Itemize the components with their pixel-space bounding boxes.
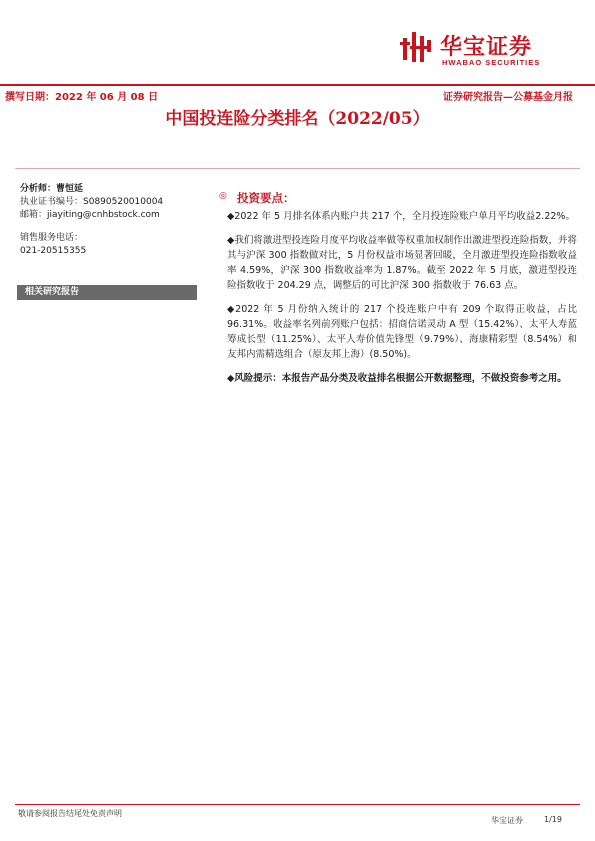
analyst-cert: 执业证书编号：S0890520010004: [20, 197, 164, 207]
header-divider: [0, 84, 595, 86]
analyst-name: 分析师：曹恒延: [20, 184, 84, 194]
company-logo: [400, 30, 570, 72]
sales-phone-label: 销售服务电话：: [20, 233, 84, 243]
footer-divider: [15, 804, 580, 805]
page-number: 1/19: [544, 815, 562, 824]
report-type: 证券研究报告—公募基金月报: [443, 92, 573, 103]
logo-english-text: HWABAO SECURITIES: [442, 58, 541, 67]
analyst-email[interactable]: 邮箱：jiayiting@cnhbstock.com: [20, 210, 160, 220]
footer-disclaimer: 敬请参阅报告结尾处免责声明: [18, 809, 122, 818]
point-paragraph: ◆我们将激进型投连险月度平均收益率做等权重加权制作出激进型投连险指数，并将其与沪深 300 指数做对比，5 月份权益市场显著回暖，全月激进型投连险指数收益率 4.59%，沪深 300 指数收益率为 1.87%。截至 2022 年 5 月底，激进型投连险指数收于 204.29 点，调整后的可比沪深 300 指数收于 76.63 点。: [227, 235, 577, 291]
bullet-circle-icon: ◎: [219, 191, 227, 201]
key-points-title: 投资要点：: [237, 191, 295, 205]
sales-phone: 021-20515355: [20, 246, 87, 256]
point-paragraph: ◆2022 年 5 月排名体系内账户共 217 个，全月投连险账户单月平均收益2.22%。: [227, 211, 575, 222]
footer-brand: 华宝证券: [491, 816, 523, 825]
title-divider: [15, 168, 580, 169]
risk-warning: ◆风险提示：本报告产品分类及收益排名根据公开数据整理，不做投资参考之用。: [227, 373, 567, 384]
key-points-header: [219, 191, 579, 205]
huabao-logo-icon: [400, 30, 436, 64]
logo-chinese-text: 华宝证券: [440, 35, 533, 60]
related-reports-header: 相关研究报告: [17, 285, 197, 300]
analyst-sidebar: [20, 183, 200, 258]
report-date: 撰写日期：2022 年 06 月 08 日: [5, 92, 159, 103]
point-paragraph: ◆2022 年 5 月份纳入统计的 217 个投连账户中有 209 个取得正收益，占比96.31%。收益率名列前列账户包括：招商信诺灵动 A 型（15.42%）、太平人寿蓝筹成长型（11.25%）、太平人寿价值先锋型（9.79%）、海康精彩型（8.54%）和友邦内需精选组合（原友邦上海）(8.50%)。: [227, 304, 577, 360]
key-points-body: [227, 209, 577, 395]
report-title: 中国投连险分类排名（2022/05）: [165, 109, 430, 129]
